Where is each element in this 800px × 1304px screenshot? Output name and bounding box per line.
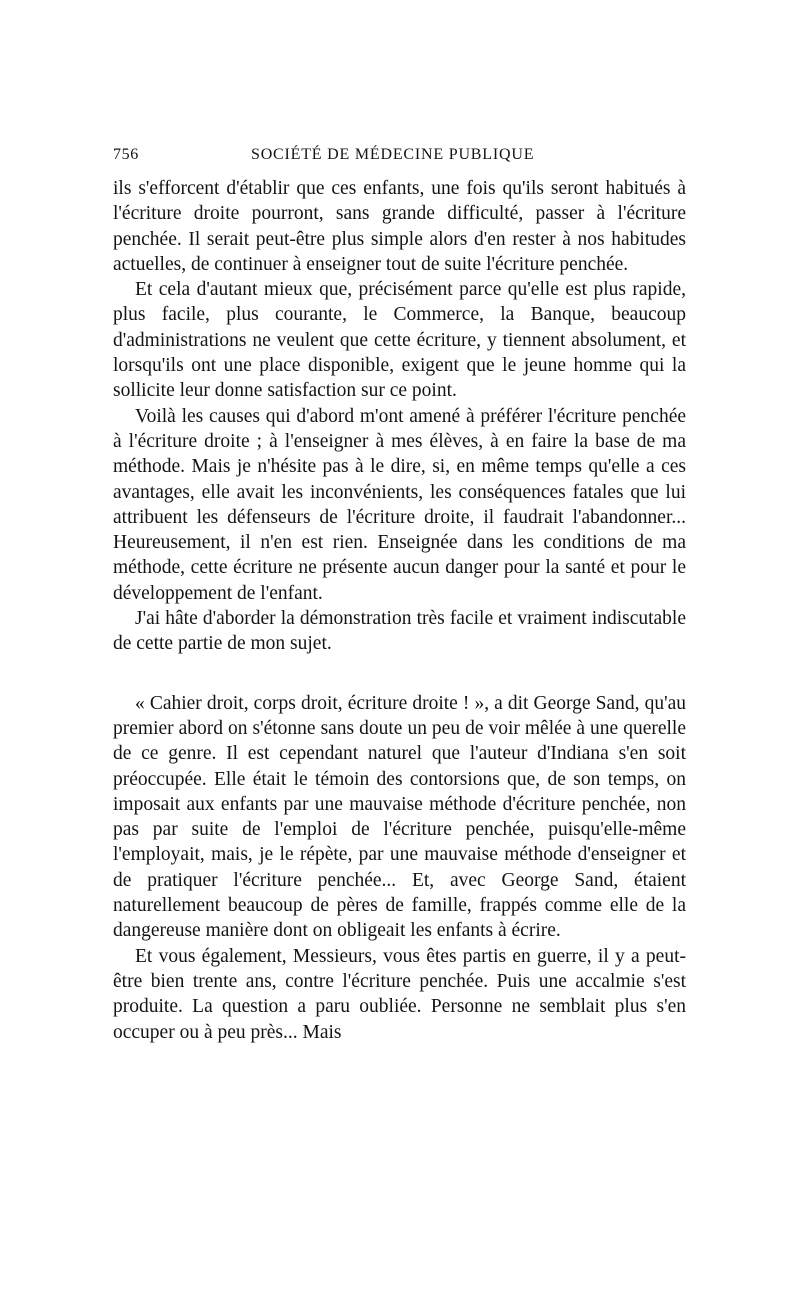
paragraph: Et vous également, Messieurs, vous êtes partis en guerre, il y a peut-être bien trente ans, contre l'écriture penchée. Puis une accalmie s'est produite. La question a paru oubliée. Personne ne semblait plus s'en occuper ou à peu près... Mais — [113, 945, 686, 1043]
paragraph: « Cahier droit, corps droit, écriture droite ! », a dit George Sand, qu'au premier abord on s'étonne sans doute un peu de voir mêlée à une querelle de ce genre. Il est cependant naturel que l'auteur d'Indiana s'en soit préoccupée. Elle était le témoin des contorsions que, de son temps, on imposait aux enfants par une mauvaise méthode d'écriture penchée, non pas par suite de l'emploi de l'écriture penchée, puisqu'elle-même l'employait, mais, je le répète, par une mauvaise méthode d'enseigner et de pratiquer l'écriture penchée... Et, avec George Sand, étaient naturellement beaucoup de pères de famille, frappés comme elle de la dangereuse manière dont on obligeait les enfants à écrire. — [113, 692, 686, 942]
page-number: 756 — [113, 146, 139, 163]
section-break — [113, 657, 686, 691]
paragraph: Et cela d'autant mieux que, précisément parce qu'elle est plus rapide, plus facile, plus courante, le Commerce, la Banque, beaucoup d'administrations ne veulent que cette écriture, y tiennent absolument, et lorsqu'ils ont une place disponible, exigent que le jeune homme qui la sollicite leur donne satisfaction sur ce point. — [113, 279, 686, 402]
page-header — [113, 146, 686, 164]
paragraph: J'ai hâte d'aborder la démonstration très facile et vraiment indiscutable de cette partie de mon sujet. — [113, 608, 686, 655]
paragraph: Voilà les causes qui d'abord m'ont amené à préférer l'écriture penchée à l'écriture droite ; à l'enseigner à mes élèves, à en faire la base de ma méthode. Mais je n'hésite pas à le dire, si, en même temps qu'elle a ces avantages, elle avait les inconvénients, les conséquences fatales que lui attribuent les défenseurs de l'écriture droite, il faudrait l'abandonner... Heureusement, il n'en est rien. Enseignée dans les conditions de ma méthode, cette écriture ne présente aucun danger pour la santé et pour le développement de l'enfant. — [113, 405, 686, 604]
book-page — [113, 146, 686, 1045]
running-title: SOCIÉTÉ DE MÉDECINE PUBLIQUE — [251, 146, 535, 163]
paragraph: ils s'efforcent d'établir que ces enfants, une fois qu'ils seront habitués à l'écriture droite pourront, sans grande difficulté, passer à l'écriture penchée. Il serait peut-être plus simple alors d'en rester à nos habitudes actuelles, de continuer à enseigner tout de suite l'écriture penchée. — [113, 178, 686, 275]
